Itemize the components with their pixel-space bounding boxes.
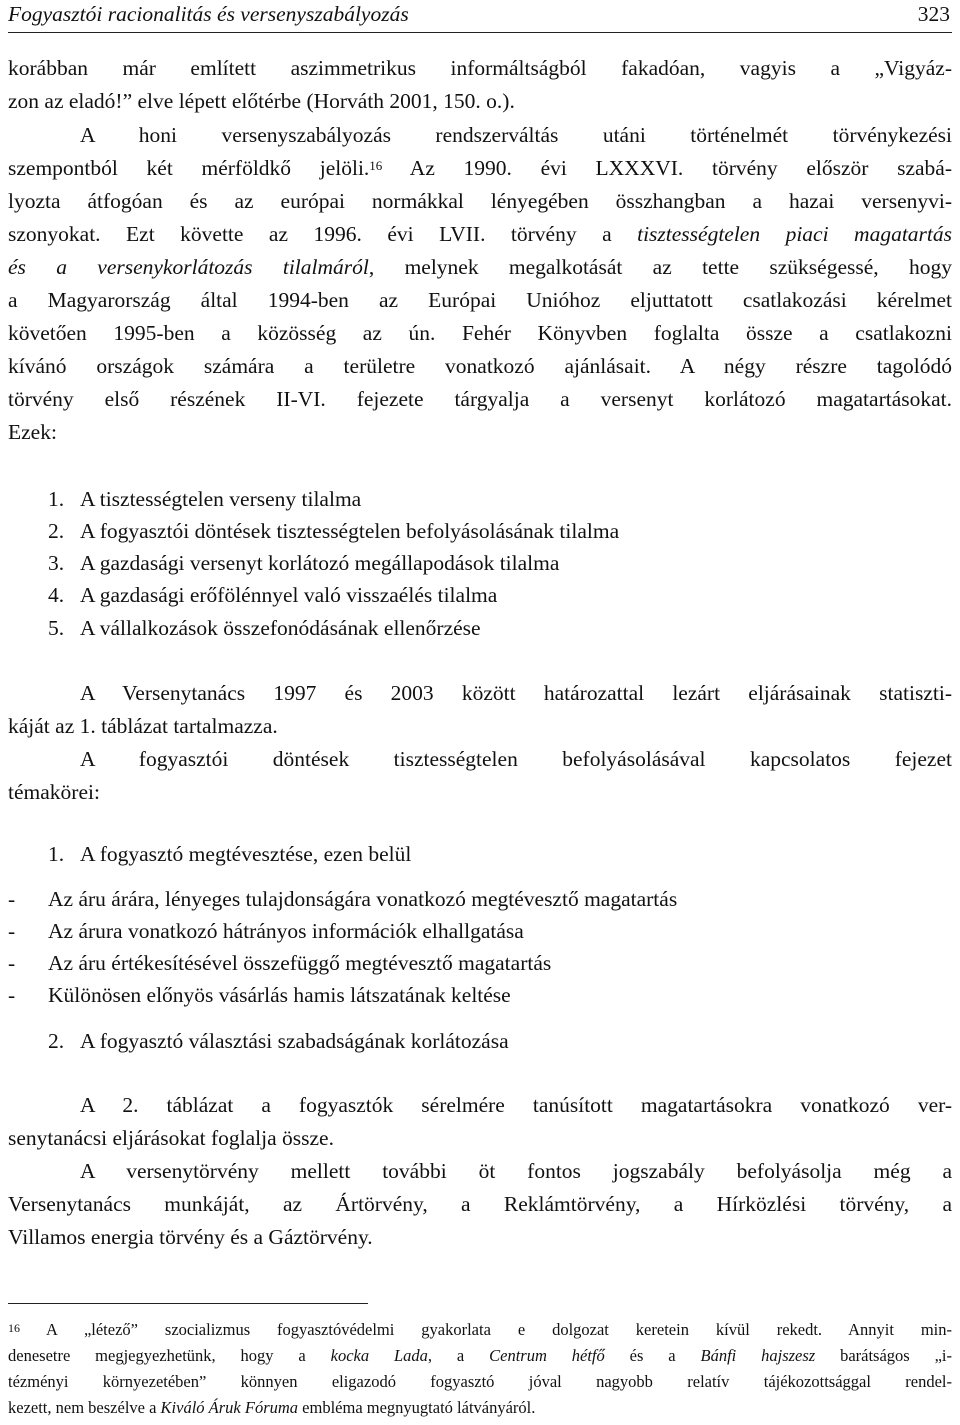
paragraph-line: szempontból két mérföldkő jelöli.$^{16}$ Az 1990. évi LXXXVI. törvény először szabá- [8, 156, 952, 180]
paragraph-line: A 2. táblázat a fogyasztók sérelmére tanúsított magatartásokra vonatkozó ver- [80, 1093, 952, 1117]
footnote-line: kezett, nem beszélve a Kiváló Áruk Fóruma embléma megnyugtató látványáról. [8, 1398, 536, 1417]
running-header [8, 0, 952, 33]
list-item: 3. A gazdasági versenyt korlátozó megállapodások tilalma [48, 551, 560, 575]
footnote-line: denesetre megjegyezhetünk, hogy a kocka Lada, a Centrum hétfő és a Bánfi hajszesz barátságos „i- [8, 1346, 953, 1365]
footnote-line: tézményi környezetében” könnyen eligazodó fogyasztó jóval nagyobb relatív tájékozottsággal rendel- [8, 1372, 952, 1391]
list-item: 4. A gazdasági erőfölénnyel való visszaélés tilalma [48, 583, 498, 607]
list-item: 2. A fogyasztó választási szabadságának korlátozása [48, 1029, 509, 1053]
dash-item: - Különösen előnyös vásárlás hamis látszatának keltése [8, 983, 511, 1007]
dash-item: - Az áru értékesítésével összefüggő megtévesztő magatartás [8, 951, 552, 975]
paragraph-line: Ezek: [8, 420, 57, 444]
footnote-divider [8, 1303, 368, 1304]
paragraph-line: témakörei: [8, 780, 100, 804]
dash-item: - Az árura vonatkozó hátrányos információk elhallgatása [8, 919, 524, 943]
paragraph-line: káját az 1. táblázat tartalmazza. [8, 714, 278, 738]
paragraph-line: A honi versenyszabályozás rendszerváltás utáni történelmét törvénykezési [80, 123, 952, 147]
paragraph-line: zon az eladó!” elve lépett előtérbe (Horváth 2001, 150. o.). [8, 89, 515, 113]
paragraph-line: A fogyasztói döntések tisztességtelen befolyásolásával kapcsolatos fejezet [80, 747, 952, 771]
paragraph-line: korábban már említett aszimmetrikus informáltságból fakadóan, vagyis a „Vigyáz- [8, 56, 952, 80]
list-item: 2. A fogyasztói döntések tisztességtelen befolyásolásának tilalma [48, 519, 620, 543]
paragraph-line: a Magyarország által 1994-ben az Európai Unióhoz eljuttatott csatlakozási kérelmet [8, 288, 952, 312]
dash-item: - Az áru árára, lényeges tulajdonságára vonatkozó megtévesztő magatartás [8, 887, 678, 911]
paragraph-line: Villamos energia törvény és a Gáztörvény. [8, 1225, 373, 1249]
paragraph-line: A Versenytanács 1997 és 2003 között határozattal lezárt eljárásainak statiszti- [80, 681, 952, 705]
footnote-line: $^{16}$ A „létező” szocializmus fogyasztóvédelmi gyakorlata e dolgozat keretein kívül rekedt. Annyit min- [8, 1320, 952, 1339]
footnote-marker: 16 [8, 1321, 20, 1335]
paragraph-line: kívánó országok számára a területre vonatkozó ajánlásait. A négy részre tagolódó [8, 354, 952, 378]
list-item: 1. A tisztességtelen verseny tilalma [48, 487, 362, 511]
list-item: 5. A vállalkozások összefonódásának ellenőrzése [48, 616, 481, 640]
footnote-ref[interactable]: 16 [369, 158, 383, 173]
paragraph-line: és a versenykorlátozás tilalmáról, melynek megalkotását az tette szükségessé, hogy [8, 255, 952, 279]
paragraph-line: törvény első részének II-VI. fejezete tárgyalja a versenyt korlátozó magatartásokat. [8, 387, 952, 411]
paragraph-line: Versenytanács munkáját, az Ártörvény, a Reklámtörvény, a Hírközlési törvény, a [8, 1192, 952, 1216]
list-item: 1. A fogyasztó megtévesztése, ezen belül [48, 842, 412, 866]
paragraph-line: szonyokat. Ezt követte az 1996. évi LVII. törvény a tisztességtelen piaci magatartás [8, 222, 952, 246]
header-title: Fogyasztói racionalitás és versenyszabályozás [8, 2, 409, 26]
paragraph-line: senytanácsi eljárásokat foglalja össze. [8, 1126, 334, 1150]
paragraph-line: követően 1995-ben a közösség az ún. Fehér Könyvben foglalta össze a csatlakozni [8, 321, 952, 345]
page-number: 323 [917, 2, 950, 26]
paragraph-line: lyozta átfogóan és az európai normákkal lényegében összhangban a hazai versenyvi- [8, 189, 952, 213]
paragraph-line: A versenytörvény mellett további öt fontos jogszabály befolyásolja még a [80, 1159, 952, 1183]
